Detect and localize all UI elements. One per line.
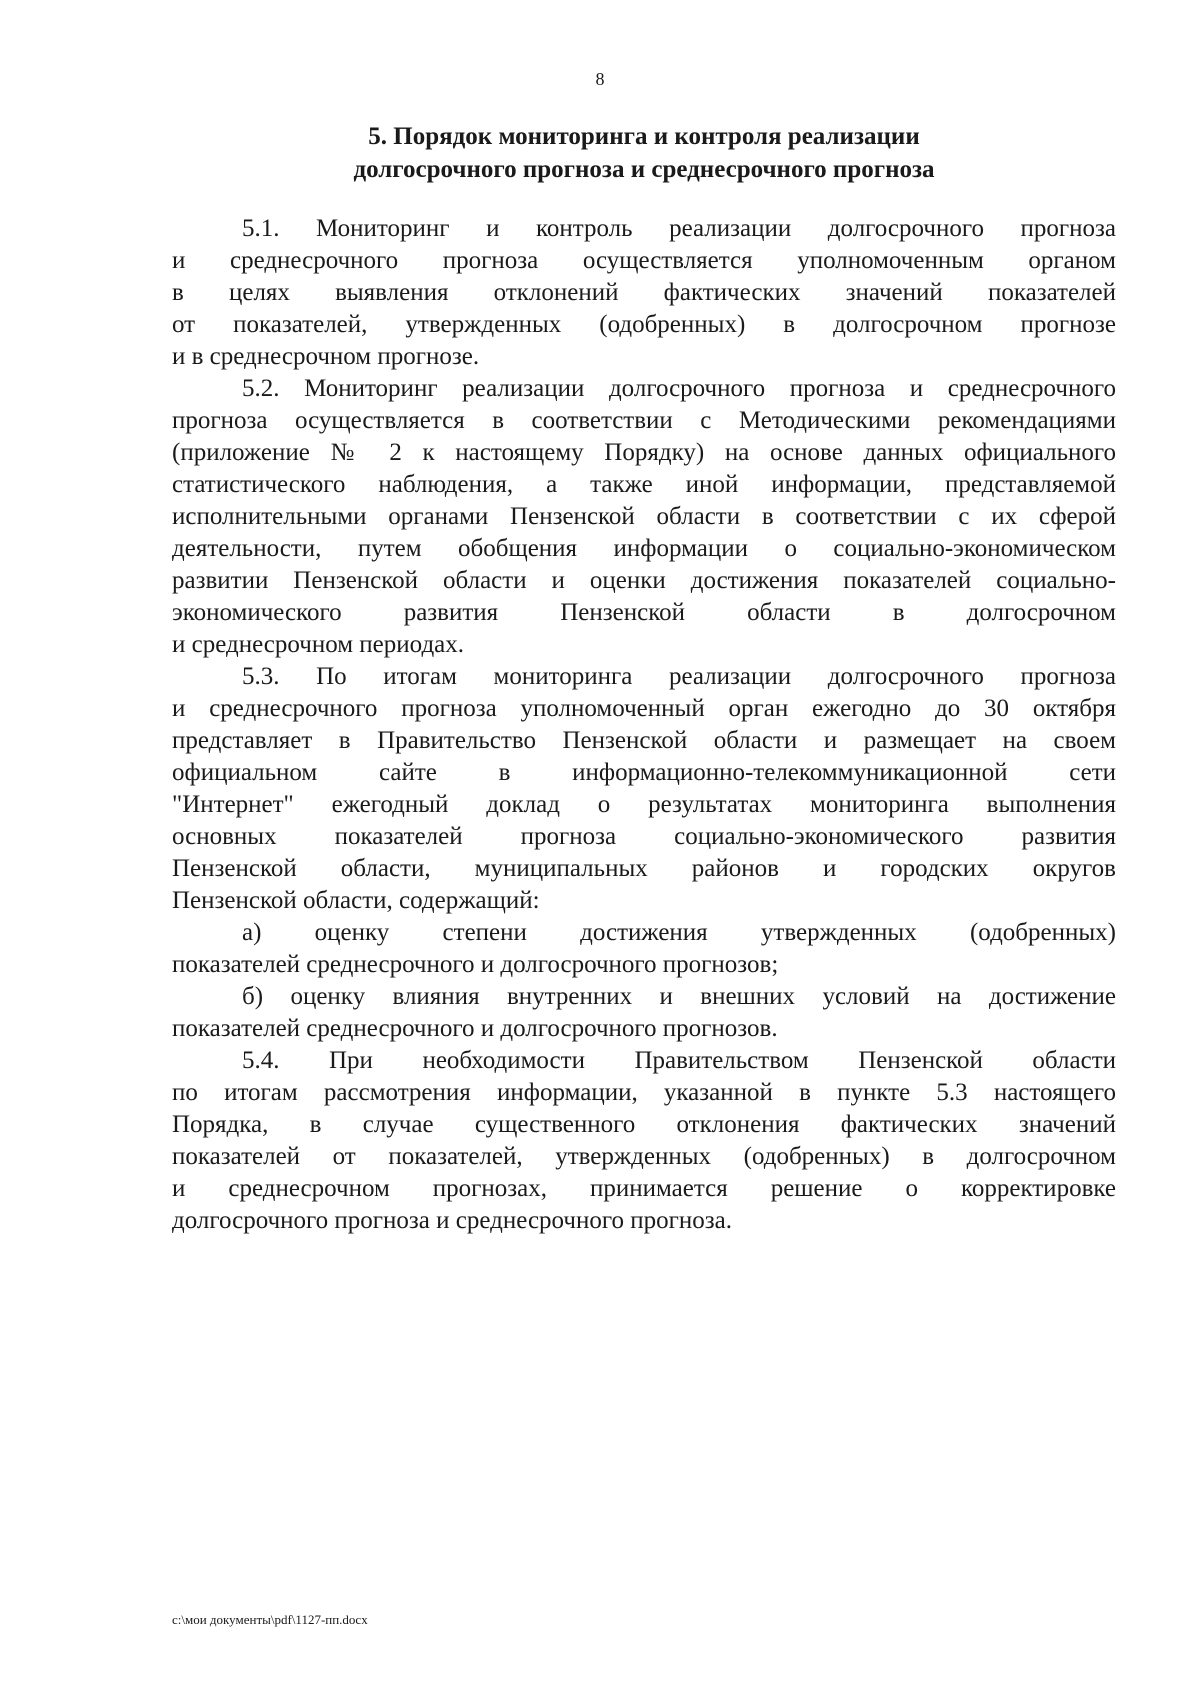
paragraph-line: а) оценку степени достижения утвержденных (одобренных) [242,919,1116,946]
section-title-line: долгосрочного прогноза и среднесрочного прогноза [353,156,935,183]
paragraph-line: основных показателей прогноза социально-экономического развития [172,823,1116,850]
paragraph-line: исполнительными органами Пензенской области в соответствии с их сферой [172,503,1116,530]
section-title-line: 5. Порядок мониторинга и контроля реализации [368,123,920,150]
document-body [172,213,1116,1237]
paragraph-line: и среднесрочном прогнозах, принимается решение о корректировке [172,1175,1116,1202]
paragraph-line: официальном сайте в информационно-телекоммуникационной сети [172,759,1116,786]
paragraph-line: 5.4. При необходимости Правительством Пензенской области [242,1047,1116,1074]
paragraph-line: в целях выявления отклонений фактических значений показателей [172,279,1116,306]
paragraph-line: (приложение № 2 к настоящему Порядку) на основе данных официального [172,439,1116,466]
paragraph-item-b [172,981,1116,1045]
paragraph-5-2 [172,373,1116,661]
paragraph-line: и среднесрочном периодах. [172,631,465,658]
paragraph-line: экономического развития Пензенской области в долгосрочном [172,599,1116,626]
section-title [172,120,1116,186]
paragraph-line: и среднесрочного прогноза уполномоченный орган ежегодно до 30 октября [172,695,1116,722]
paragraph-line: 5.2. Мониторинг реализации долгосрочного прогноза и среднесрочного [242,375,1116,402]
paragraph-line: развитии Пензенской области и оценки достижения показателей социально- [172,567,1116,594]
paragraph-line: прогноза осуществляется в соответствии с Методическими рекомендациями [172,407,1116,434]
paragraph-line: 5.1. Мониторинг и контроль реализации долгосрочного прогноза [242,215,1116,242]
paragraph-line: показателей среднесрочного и долгосрочного прогнозов. [172,1015,778,1042]
paragraph-line: и в среднесрочном прогнозе. [172,343,480,370]
paragraph-line: и среднесрочного прогноза осуществляется уполномоченным органом [172,247,1116,274]
paragraph-line: Пензенской области, муниципальных районов и городских округов [172,855,1116,882]
paragraph-line: представляет в Правительство Пензенской области и размещает на своем [172,727,1116,754]
paragraph-line: 5.3. По итогам мониторинга реализации долгосрочного прогноза [242,663,1116,690]
paragraph-5-3 [172,661,1116,917]
page-number: 8 [595,69,605,89]
paragraph-line: показателей от показателей, утвержденных (одобренных) в долгосрочном [172,1143,1116,1170]
paragraph-line: б) оценку влияния внутренних и внешних условий на достижение [242,983,1116,1010]
paragraph-line: от показателей, утвержденных (одобренных) в долгосрочном прогнозе [172,311,1116,338]
paragraph-line: по итогам рассмотрения информации, указанной в пункте 5.3 настоящего [172,1079,1116,1106]
paragraph-item-a [172,917,1116,981]
footer-file-path: c:\мои документы\pdf\1127-пп.docx [172,1612,368,1627]
paragraph-line: Порядка, в случае существенного отклонения фактических значений [172,1111,1116,1138]
paragraph-line: статистического наблюдения, а также иной информации, представляемой [172,471,1116,498]
paragraph-line: Пензенской области, содержащий: [172,887,540,914]
paragraph-line: "Интернет" ежегодный доклад о результатах мониторинга выполнения [172,791,1116,818]
paragraph-5-1 [172,213,1116,373]
paragraph-5-4 [172,1045,1116,1237]
paragraph-line: показателей среднесрочного и долгосрочного прогнозов; [172,951,779,978]
paragraph-line: долгосрочного прогноза и среднесрочного прогноза. [172,1207,732,1234]
paragraph-line: деятельности, путем обобщения информации о социально-экономическом [172,535,1116,562]
